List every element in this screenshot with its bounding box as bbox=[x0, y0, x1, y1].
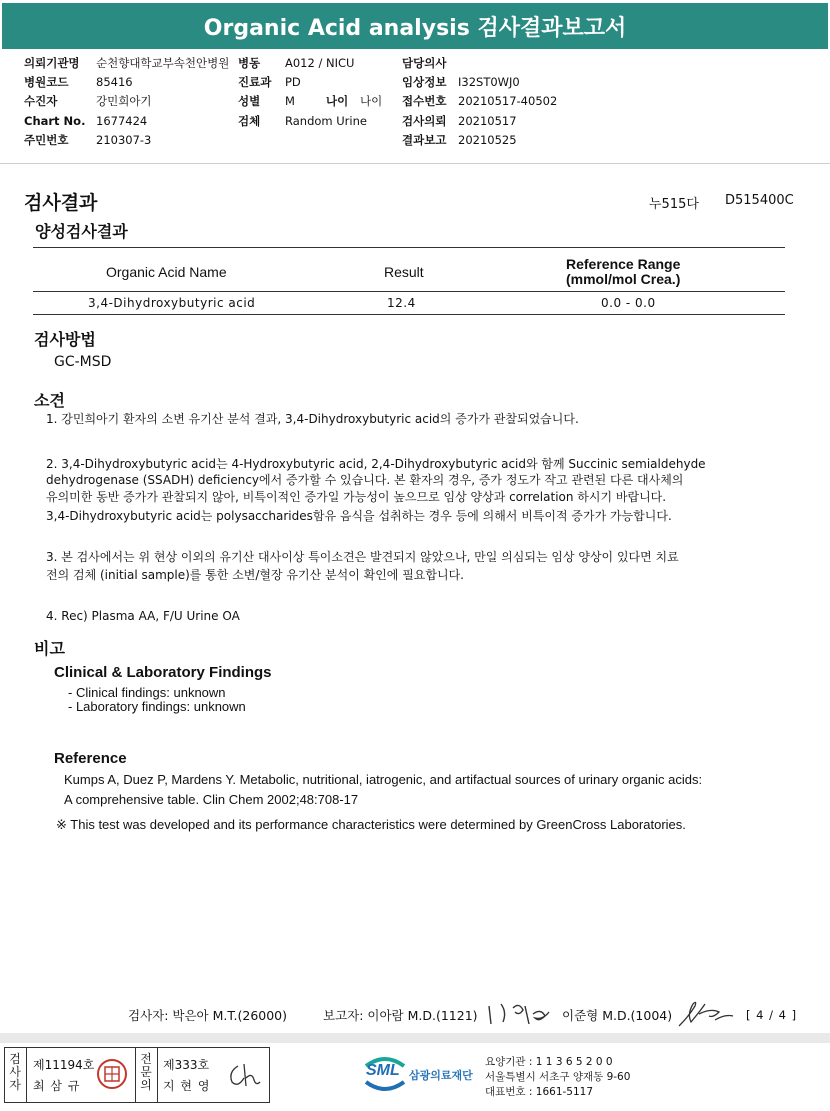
result-code-1: 누515다 bbox=[649, 197, 699, 212]
value-chart-no: 1677424 bbox=[96, 114, 148, 128]
org-name: 삼광의료재단 bbox=[409, 1069, 473, 1082]
stamp-divider bbox=[26, 1047, 27, 1103]
seal-icon bbox=[96, 1058, 128, 1090]
signature-mark bbox=[485, 998, 555, 1028]
label-report-date: 결과보고 bbox=[402, 133, 447, 147]
positive-results-title: 양성검사결과 bbox=[35, 222, 128, 241]
stamp-name: 지 현 영 bbox=[163, 1079, 211, 1093]
table-cell-name: 3,4-Dihydroxybutyric acid bbox=[88, 296, 256, 310]
value-resident-no: 210307-3 bbox=[96, 133, 152, 147]
report-title: Organic Acid analysis 검사결과보고서 bbox=[2, 3, 828, 49]
clinical-finding-item: - Clinical findings: unknown bbox=[68, 685, 226, 700]
stamp-vertical-label: 전 문 의 bbox=[140, 1052, 152, 1092]
patient-info bbox=[0, 54, 830, 154]
reporter2-signature-text: 이준형 M.D.(1004) bbox=[562, 1008, 673, 1023]
opinion-line: 4. Rec) Plasma AA, F/U Urine OA bbox=[46, 609, 240, 623]
label-specimen: 검체 bbox=[238, 114, 261, 128]
org-info bbox=[485, 1055, 630, 1100]
label-chart-no: Chart No. bbox=[24, 114, 86, 128]
clinical-finding-item: - Laboratory findings: unknown bbox=[68, 699, 246, 714]
opinion-line: 전의 검체 (initial sample)를 통한 소변/혈장 유기산 분석이 확인에 필요합니다. bbox=[46, 568, 464, 582]
remarks-title: 비고 bbox=[34, 639, 65, 658]
opinion-line: 유의미한 동반 증가가 관찰되지 않아, 비특이적인 증가일 가능성이 높으므로 임상 양상과 correlation 하시기 바랍니다. bbox=[46, 490, 667, 504]
stamp-divider bbox=[157, 1047, 158, 1103]
value-institution: 순천향대학교부속천안병원 bbox=[96, 56, 230, 70]
stamp-vertical-label: 검 사 자 bbox=[9, 1052, 21, 1092]
value-specimen: Random Urine bbox=[285, 114, 367, 128]
th-acid-name: Organic Acid Name bbox=[106, 264, 227, 280]
label-ward: 병동 bbox=[238, 56, 261, 70]
label-doctor: 담당의사 bbox=[402, 56, 447, 70]
reference-title: Reference bbox=[54, 750, 127, 767]
th-reference-range: Reference Range bbox=[566, 256, 681, 272]
table-header-border bbox=[33, 291, 785, 292]
opinion-line: 3. 본 검사에서는 위 현상 이외의 유기산 대사이상 특이소견은 발견되지 않았으나, 만일 의심되는 임상 양상이 있다면 치료 bbox=[46, 550, 679, 564]
org-address: 서울특별시 서초구 양재동 9-60 bbox=[485, 1071, 631, 1083]
label-patient: 수진자 bbox=[24, 94, 58, 108]
reference-line: Kumps A, Duez P, Mardens Y. Metabolic, nutritional, iatrogenic, and artifactual sources of urinary organic acids: bbox=[64, 772, 703, 787]
label-age: 나이 bbox=[326, 94, 349, 108]
value-request-date: 20210517 bbox=[458, 114, 517, 128]
stamp-divider bbox=[135, 1047, 136, 1103]
stamp-name: 최 삼 규 bbox=[33, 1079, 81, 1093]
divider bbox=[0, 163, 830, 164]
stamp-license-no: 제333호 bbox=[163, 1058, 210, 1072]
value-sex: M bbox=[285, 94, 295, 108]
footer-band bbox=[0, 1033, 830, 1043]
stamp-license-no: 제11194호 bbox=[33, 1058, 95, 1072]
table-bottom-border bbox=[33, 314, 785, 315]
th-reference-unit: (mmol/mol Crea.) bbox=[566, 271, 681, 287]
opinion-line: 3,4-Dihydroxybutyric acid는 polysaccharides함유 음식을 섭취하는 경우 등에 의해서 비특이적 증가가 가능합니다. bbox=[46, 509, 672, 523]
value-clinical-info: I32ST0WJ0 bbox=[458, 75, 520, 89]
label-request-date: 검사의뢰 bbox=[402, 114, 447, 128]
signature-mark bbox=[224, 1058, 262, 1092]
table-cell-result: 12.4 bbox=[387, 296, 416, 310]
opinion-line: 1. 강민희아기 환자의 소변 유기산 분석 결과, 3,4-Dihydroxybutyric acid의 증가가 관찰되었습니다. bbox=[46, 412, 579, 426]
opinion-line: dehydrogenase (SSADH) deficiency에서 증가할 수 있습니다. 본 환자의 경우, 증가 정도가 작고 관련된 다른 대사체의 bbox=[46, 473, 684, 487]
value-ward: A012 / NICU bbox=[285, 56, 355, 70]
value-patient: 강민희아기 bbox=[96, 94, 152, 108]
method-title: 검사방법 bbox=[34, 330, 96, 349]
tester-signature-text: 검사자: 박은아 M.T.(26000) bbox=[128, 1008, 288, 1023]
org-institution-no: 요양기관 : 1 1 3 6 5 2 0 0 bbox=[485, 1056, 613, 1068]
value-report-date: 20210525 bbox=[458, 133, 517, 147]
label-department: 진료과 bbox=[238, 75, 272, 89]
label-clinical-info: 임상정보 bbox=[402, 75, 447, 89]
value-age: 나이 bbox=[360, 94, 383, 108]
label-sex: 성별 bbox=[238, 94, 261, 108]
table-cell-range: 0.0 - 0.0 bbox=[601, 296, 656, 310]
opinion-line: 2. 3,4-Dihydroxybutyric acid는 4-Hydroxybutyric acid, 2,4-Dihydroxybutyric acid와 함께 Succinic semialdehyde bbox=[46, 457, 706, 471]
reference-line: A comprehensive table. Clin Chem 2002;48:708-17 bbox=[64, 792, 359, 807]
result-code-2: D515400C bbox=[725, 193, 794, 208]
org-phone: 대표번호 : 1661-5117 bbox=[485, 1086, 594, 1098]
opinion-title: 소견 bbox=[34, 391, 65, 410]
label-resident-no: 주민번호 bbox=[24, 133, 69, 147]
clinical-findings-title: Clinical & Laboratory Findings bbox=[54, 664, 272, 681]
page-indicator: [ 4 / 4 ] bbox=[746, 1008, 798, 1022]
label-receipt-no: 접수번호 bbox=[402, 94, 447, 108]
result-title: 검사결과 bbox=[24, 192, 98, 214]
value-receipt-no: 20210517-40502 bbox=[458, 94, 558, 108]
value-department: PD bbox=[285, 75, 301, 89]
label-hospital-code: 병원코드 bbox=[24, 75, 69, 89]
signature-mark bbox=[675, 996, 737, 1030]
value-hospital-code: 85416 bbox=[96, 75, 133, 89]
table-top-border bbox=[33, 247, 785, 248]
method-value: GC-MSD bbox=[54, 354, 112, 370]
org-logo-text: SML bbox=[366, 1062, 400, 1079]
th-result: Result bbox=[384, 264, 424, 280]
label-institution: 의뢰기관명 bbox=[24, 56, 80, 70]
developer-note: ※ This test was developed and its performance characteristics were determined by GreenCross Laboratories. bbox=[56, 817, 686, 832]
reporter-signature-text: 보고자: 이아람 M.D.(1121) bbox=[323, 1008, 478, 1023]
